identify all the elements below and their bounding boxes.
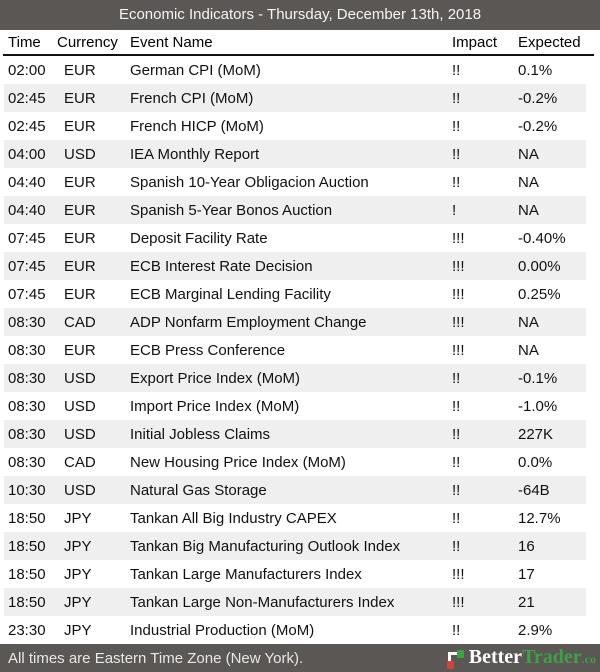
cell-impact: !!! — [452, 229, 465, 247]
cell-time: 02:45 — [8, 117, 46, 135]
cell-event-name: Initial Jobless Claims — [130, 425, 271, 443]
cell-event-name: ADP Nonfarm Employment Change — [130, 313, 367, 331]
column-header-event-name: Event Name — [130, 33, 213, 51]
cell-impact: !! — [452, 61, 461, 79]
cell-currency: EUR — [64, 341, 96, 359]
cell-event-name: Spanish 5-Year Bonos Auction — [130, 201, 333, 219]
cell-currency: USD — [64, 481, 96, 499]
bettertrader-wordmark: BetterTrader.co — [468, 646, 596, 668]
cell-impact: !! — [452, 397, 461, 415]
cell-currency: EUR — [64, 89, 96, 107]
cell-event-name: Tankan Large Manufacturers Index — [130, 565, 362, 583]
cell-time: 08:30 — [8, 453, 46, 471]
cell-currency: USD — [64, 425, 96, 443]
table-row — [4, 112, 586, 140]
cell-currency: EUR — [64, 61, 96, 79]
cell-time: 10:30 — [8, 481, 46, 499]
cell-impact: !! — [452, 117, 461, 135]
cell-currency: EUR — [64, 257, 96, 275]
cell-expected: NA — [518, 173, 539, 191]
cell-event-name: French HICP (MoM) — [130, 117, 264, 135]
cell-currency: EUR — [64, 285, 96, 303]
cell-time: 04:40 — [8, 201, 46, 219]
cell-event-name: Tankan Big Manufacturing Outlook Index — [130, 537, 401, 555]
cell-event-name: ECB Interest Rate Decision — [130, 257, 313, 275]
table-row — [4, 504, 586, 532]
cell-currency: JPY — [64, 621, 92, 639]
cell-time: 07:45 — [8, 285, 46, 303]
cell-expected: 0.00% — [518, 257, 561, 275]
cell-time: 08:30 — [8, 397, 46, 415]
cell-expected: 12.7% — [518, 509, 561, 527]
cell-currency: USD — [64, 145, 96, 163]
cell-expected: 21 — [518, 593, 535, 611]
cell-currency: EUR — [64, 229, 96, 247]
table-row — [4, 168, 586, 196]
cell-event-name: Industrial Production (MoM) — [130, 621, 315, 639]
column-header-impact: Impact — [452, 33, 498, 51]
table-row — [4, 336, 586, 364]
table-row — [4, 140, 586, 168]
cell-currency: EUR — [64, 201, 96, 219]
cell-currency: CAD — [64, 453, 96, 471]
cell-currency: JPY — [64, 537, 92, 555]
cell-impact: !! — [452, 453, 461, 471]
cell-impact: !!! — [452, 593, 465, 611]
cell-impact: !! — [452, 369, 461, 387]
cell-expected: -0.2% — [518, 117, 558, 135]
cell-impact: ! — [452, 201, 457, 219]
cell-impact: !!! — [452, 313, 465, 331]
cell-impact: !! — [452, 509, 461, 527]
cell-impact: !! — [452, 537, 461, 555]
table-row — [4, 56, 586, 84]
cell-time: 08:30 — [8, 369, 46, 387]
bettertrader-candles-icon — [447, 649, 464, 668]
cell-currency: JPY — [64, 509, 92, 527]
table-row — [4, 420, 586, 448]
cell-currency: EUR — [64, 173, 96, 191]
cell-expected: 17 — [518, 565, 535, 583]
table-row — [4, 448, 586, 476]
cell-currency: EUR — [64, 117, 96, 135]
cell-expected: 0.0% — [518, 453, 553, 471]
cell-event-name: Tankan Large Non-Manufacturers Index — [130, 593, 395, 611]
table-row — [4, 476, 586, 504]
cell-currency: JPY — [64, 593, 92, 611]
cell-currency: USD — [64, 369, 96, 387]
table-row — [4, 252, 586, 280]
cell-expected: -1.0% — [518, 397, 558, 415]
cell-time: 08:30 — [8, 313, 46, 331]
cell-event-name: New Housing Price Index (MoM) — [130, 453, 346, 471]
cell-event-name: Deposit Facility Rate — [130, 229, 268, 247]
cell-expected: NA — [518, 201, 539, 219]
table-row — [4, 560, 586, 588]
cell-expected: NA — [518, 313, 539, 331]
cell-time: 08:30 — [8, 341, 46, 359]
cell-expected: -0.40% — [518, 229, 566, 247]
cell-time: 02:45 — [8, 89, 46, 107]
table-row — [4, 196, 586, 224]
table-row — [4, 224, 586, 252]
cell-event-name: Tankan All Big Industry CAPEX — [130, 509, 337, 527]
table-row — [4, 392, 586, 420]
cell-expected: 2.9% — [518, 621, 553, 639]
cell-currency: USD — [64, 397, 96, 415]
cell-event-name: German CPI (MoM) — [130, 61, 261, 79]
footer-bar — [0, 644, 600, 672]
cell-expected: 16 — [518, 537, 535, 555]
table-row — [4, 588, 586, 616]
column-header-expected: Expected — [518, 33, 581, 51]
cell-impact: !!! — [452, 285, 465, 303]
cell-impact: !! — [452, 89, 461, 107]
cell-event-name: ECB Press Conference — [130, 341, 286, 359]
cell-impact: !!! — [452, 341, 465, 359]
cell-event-name: Import Price Index (MoM) — [130, 397, 300, 415]
cell-expected: 227K — [518, 425, 554, 443]
timezone-note: All times are Eastern Time Zone (New York). — [8, 649, 304, 667]
cell-time: 08:30 — [8, 425, 46, 443]
cell-time: 18:50 — [8, 509, 46, 527]
cell-impact: !! — [452, 173, 461, 191]
events-table — [4, 56, 586, 644]
cell-expected: NA — [518, 145, 539, 163]
cell-event-name: Spanish 10-Year Obligacion Auction — [130, 173, 369, 191]
cell-impact: !!! — [452, 257, 465, 275]
cell-currency: JPY — [64, 565, 92, 583]
cell-time: 07:45 — [8, 257, 46, 275]
table-row — [4, 616, 586, 644]
column-header-currency: Currency — [57, 33, 118, 51]
table-row — [4, 364, 586, 392]
cell-impact: !!! — [452, 565, 465, 583]
cell-time: 23:30 — [8, 621, 46, 639]
cell-expected: 0.25% — [518, 285, 561, 303]
cell-impact: !! — [452, 481, 461, 499]
table-row — [4, 532, 586, 560]
cell-event-name: Natural Gas Storage — [130, 481, 267, 499]
bettertrader-logo[interactable] — [447, 647, 596, 669]
cell-expected: NA — [518, 341, 539, 359]
cell-time: 07:45 — [8, 229, 46, 247]
cell-expected: 0.1% — [518, 61, 553, 79]
cell-time: 02:00 — [8, 61, 46, 79]
cell-impact: !! — [452, 621, 461, 639]
cell-event-name: Export Price Index (MoM) — [130, 369, 301, 387]
cell-time: 18:50 — [8, 593, 46, 611]
cell-expected: -64B — [518, 481, 550, 499]
cell-time: 18:50 — [8, 537, 46, 555]
column-header-time: Time — [8, 33, 41, 51]
cell-expected: -0.2% — [518, 89, 558, 107]
cell-impact: !! — [452, 425, 461, 443]
page-title: Economic Indicators - Thursday, December 13th, 2018 — [0, 0, 600, 30]
cell-event-name: French CPI (MoM) — [130, 89, 254, 107]
cell-time: 18:50 — [8, 565, 46, 583]
cell-time: 04:40 — [8, 173, 46, 191]
table-row — [4, 308, 586, 336]
cell-event-name: ECB Marginal Lending Facility — [130, 285, 331, 303]
cell-event-name: IEA Monthly Report — [130, 145, 260, 163]
cell-expected: -0.1% — [518, 369, 558, 387]
table-row — [4, 84, 586, 112]
table-row — [4, 280, 586, 308]
table-header-row — [4, 30, 586, 54]
cell-impact: !! — [452, 145, 461, 163]
cell-currency: CAD — [64, 313, 96, 331]
cell-time: 04:00 — [8, 145, 46, 163]
